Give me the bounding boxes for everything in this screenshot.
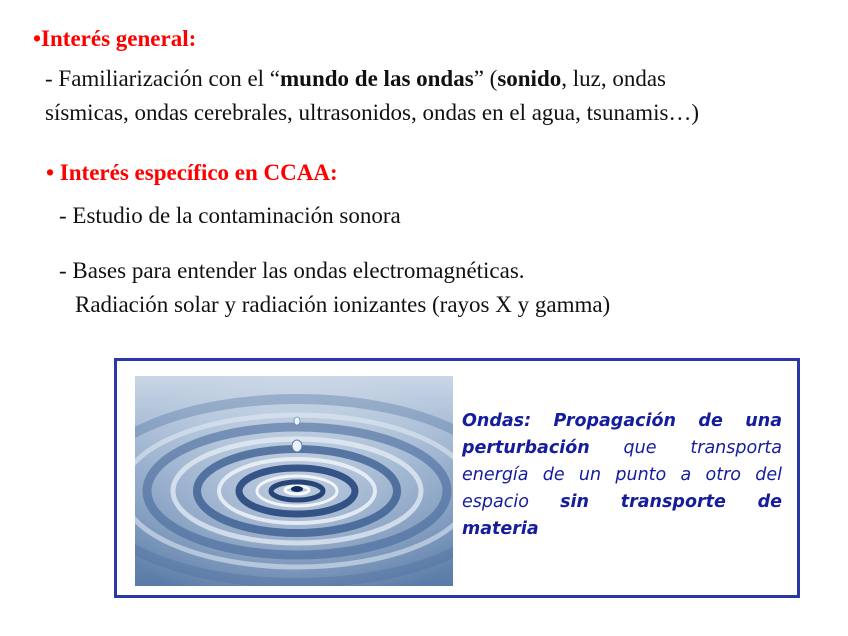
specific-item-2-line-1: - Bases para entender las ondas electromagnéticas. [59,258,525,283]
general-line-2: sísmicas, ondas cerebrales, ultrasonidos, ondas en el agua, tsunamis…) [45,100,700,125]
general-bold-word: sonido [497,66,562,91]
general-heading: •Interés general: [33,26,197,51]
definition-bold-2: sin transporte de materia [462,492,782,539]
general-line-1-post: , luz, ondas [561,66,667,91]
general-bold-phrase: mundo de las ondas [280,66,474,91]
definition-bold-1: Ondas: Propagación de una perturbación [462,411,782,458]
specific-item-1: - Estudio de la contaminación sonora [59,203,401,228]
specific-item-2-line-2: Radiación solar y radiación ionizantes (rayos X y gamma) [75,292,611,317]
general-line-1 [45,66,666,92]
general-line-1-mid: ” ( [473,66,498,91]
water-ripple-photo [135,376,453,586]
wave-definition [462,408,782,543]
definition-text-1: que transporta energía de un punto a otro del espacio [462,438,782,512]
specific-heading: • Interés específico en CCAA: [46,160,338,185]
general-line-1-pre: - Familiarización con el “ [45,66,281,91]
